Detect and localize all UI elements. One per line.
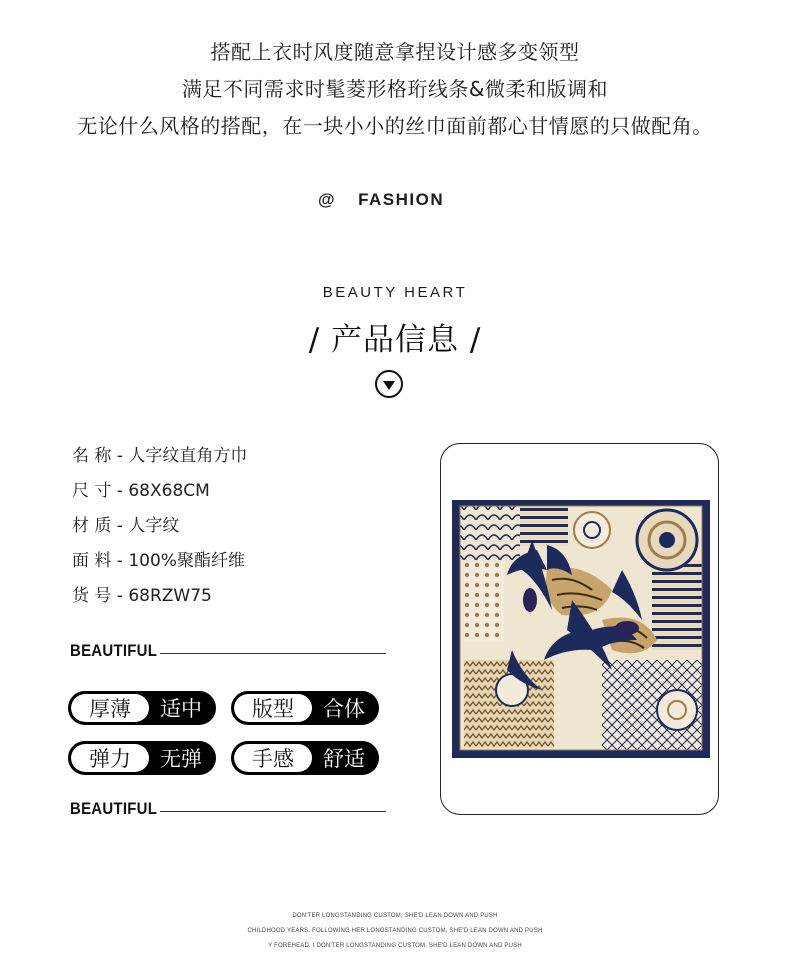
attribute-label: 厚薄 [71, 694, 149, 722]
spec-name: 名 称 - 人字纹直角方巾 [72, 446, 248, 466]
attribute-label: 版型 [234, 694, 312, 722]
section-title: / 产品信息 / [308, 322, 482, 358]
fashion-label: FASHION [358, 190, 445, 209]
attribute-elasticity [68, 741, 216, 775]
footer-line: CHILDHOOD YEARS. FOLLOWING HER LONGSTANDING CUSTOM, SHE'D LEAN DOWN AND PUSH [247, 928, 543, 934]
intro-line: 无论什么风格的搭配，在一块小小的丝巾面前都心甘情愿的只做配角。 [77, 114, 713, 138]
intro-line: 搭配上衣时风度随意拿捏设计感多变领型 [210, 40, 580, 64]
attribute-value: 无弹 [160, 747, 202, 771]
silk-scarf-image [452, 500, 710, 758]
attribute-label: 手感 [234, 744, 312, 772]
beautiful-heading: BEAUTIFUL [70, 641, 158, 660]
attribute-thickness [68, 691, 216, 725]
fashion-tag [318, 190, 444, 210]
attribute-value: 适中 [160, 697, 202, 721]
footer-line: DON'TER LONGSTANDING CUSTOM, SHE'D LEAN DOWN AND PUSH [292, 913, 498, 919]
attribute-fit [231, 691, 379, 725]
attribute-value: 合体 [323, 697, 365, 721]
attribute-feel [231, 741, 379, 775]
intro-line: 满足不同需求时髦菱形格珩线条&微柔和版调和 [181, 77, 609, 101]
spec-size: 尺 寸 - 68X68CM [72, 481, 210, 501]
intro-text [0, 34, 790, 145]
divider-line [160, 653, 386, 654]
section-eyebrow: BEAUTY HEART [322, 284, 468, 301]
attribute-value: 舒适 [323, 747, 365, 771]
divider-line [160, 811, 386, 812]
chevron-down-circle-icon [375, 370, 403, 398]
footer-line: Y FOREHEAD. I DON'TER LONGSTANDING CUSTOM, SHE'D LEAN DOWN AND PUSH [268, 943, 522, 949]
beautiful-heading: BEAUTIFUL [70, 799, 158, 818]
spec-item-number: 货 号 - 68RZW75 [72, 586, 212, 606]
attribute-label: 弹力 [71, 744, 149, 772]
product-specs [72, 444, 247, 619]
spec-material: 材 质 - 人字纹 [72, 516, 180, 536]
spec-fabric: 面 料 - 100%聚酯纤维 [72, 551, 245, 571]
at-symbol: @ [318, 190, 337, 209]
